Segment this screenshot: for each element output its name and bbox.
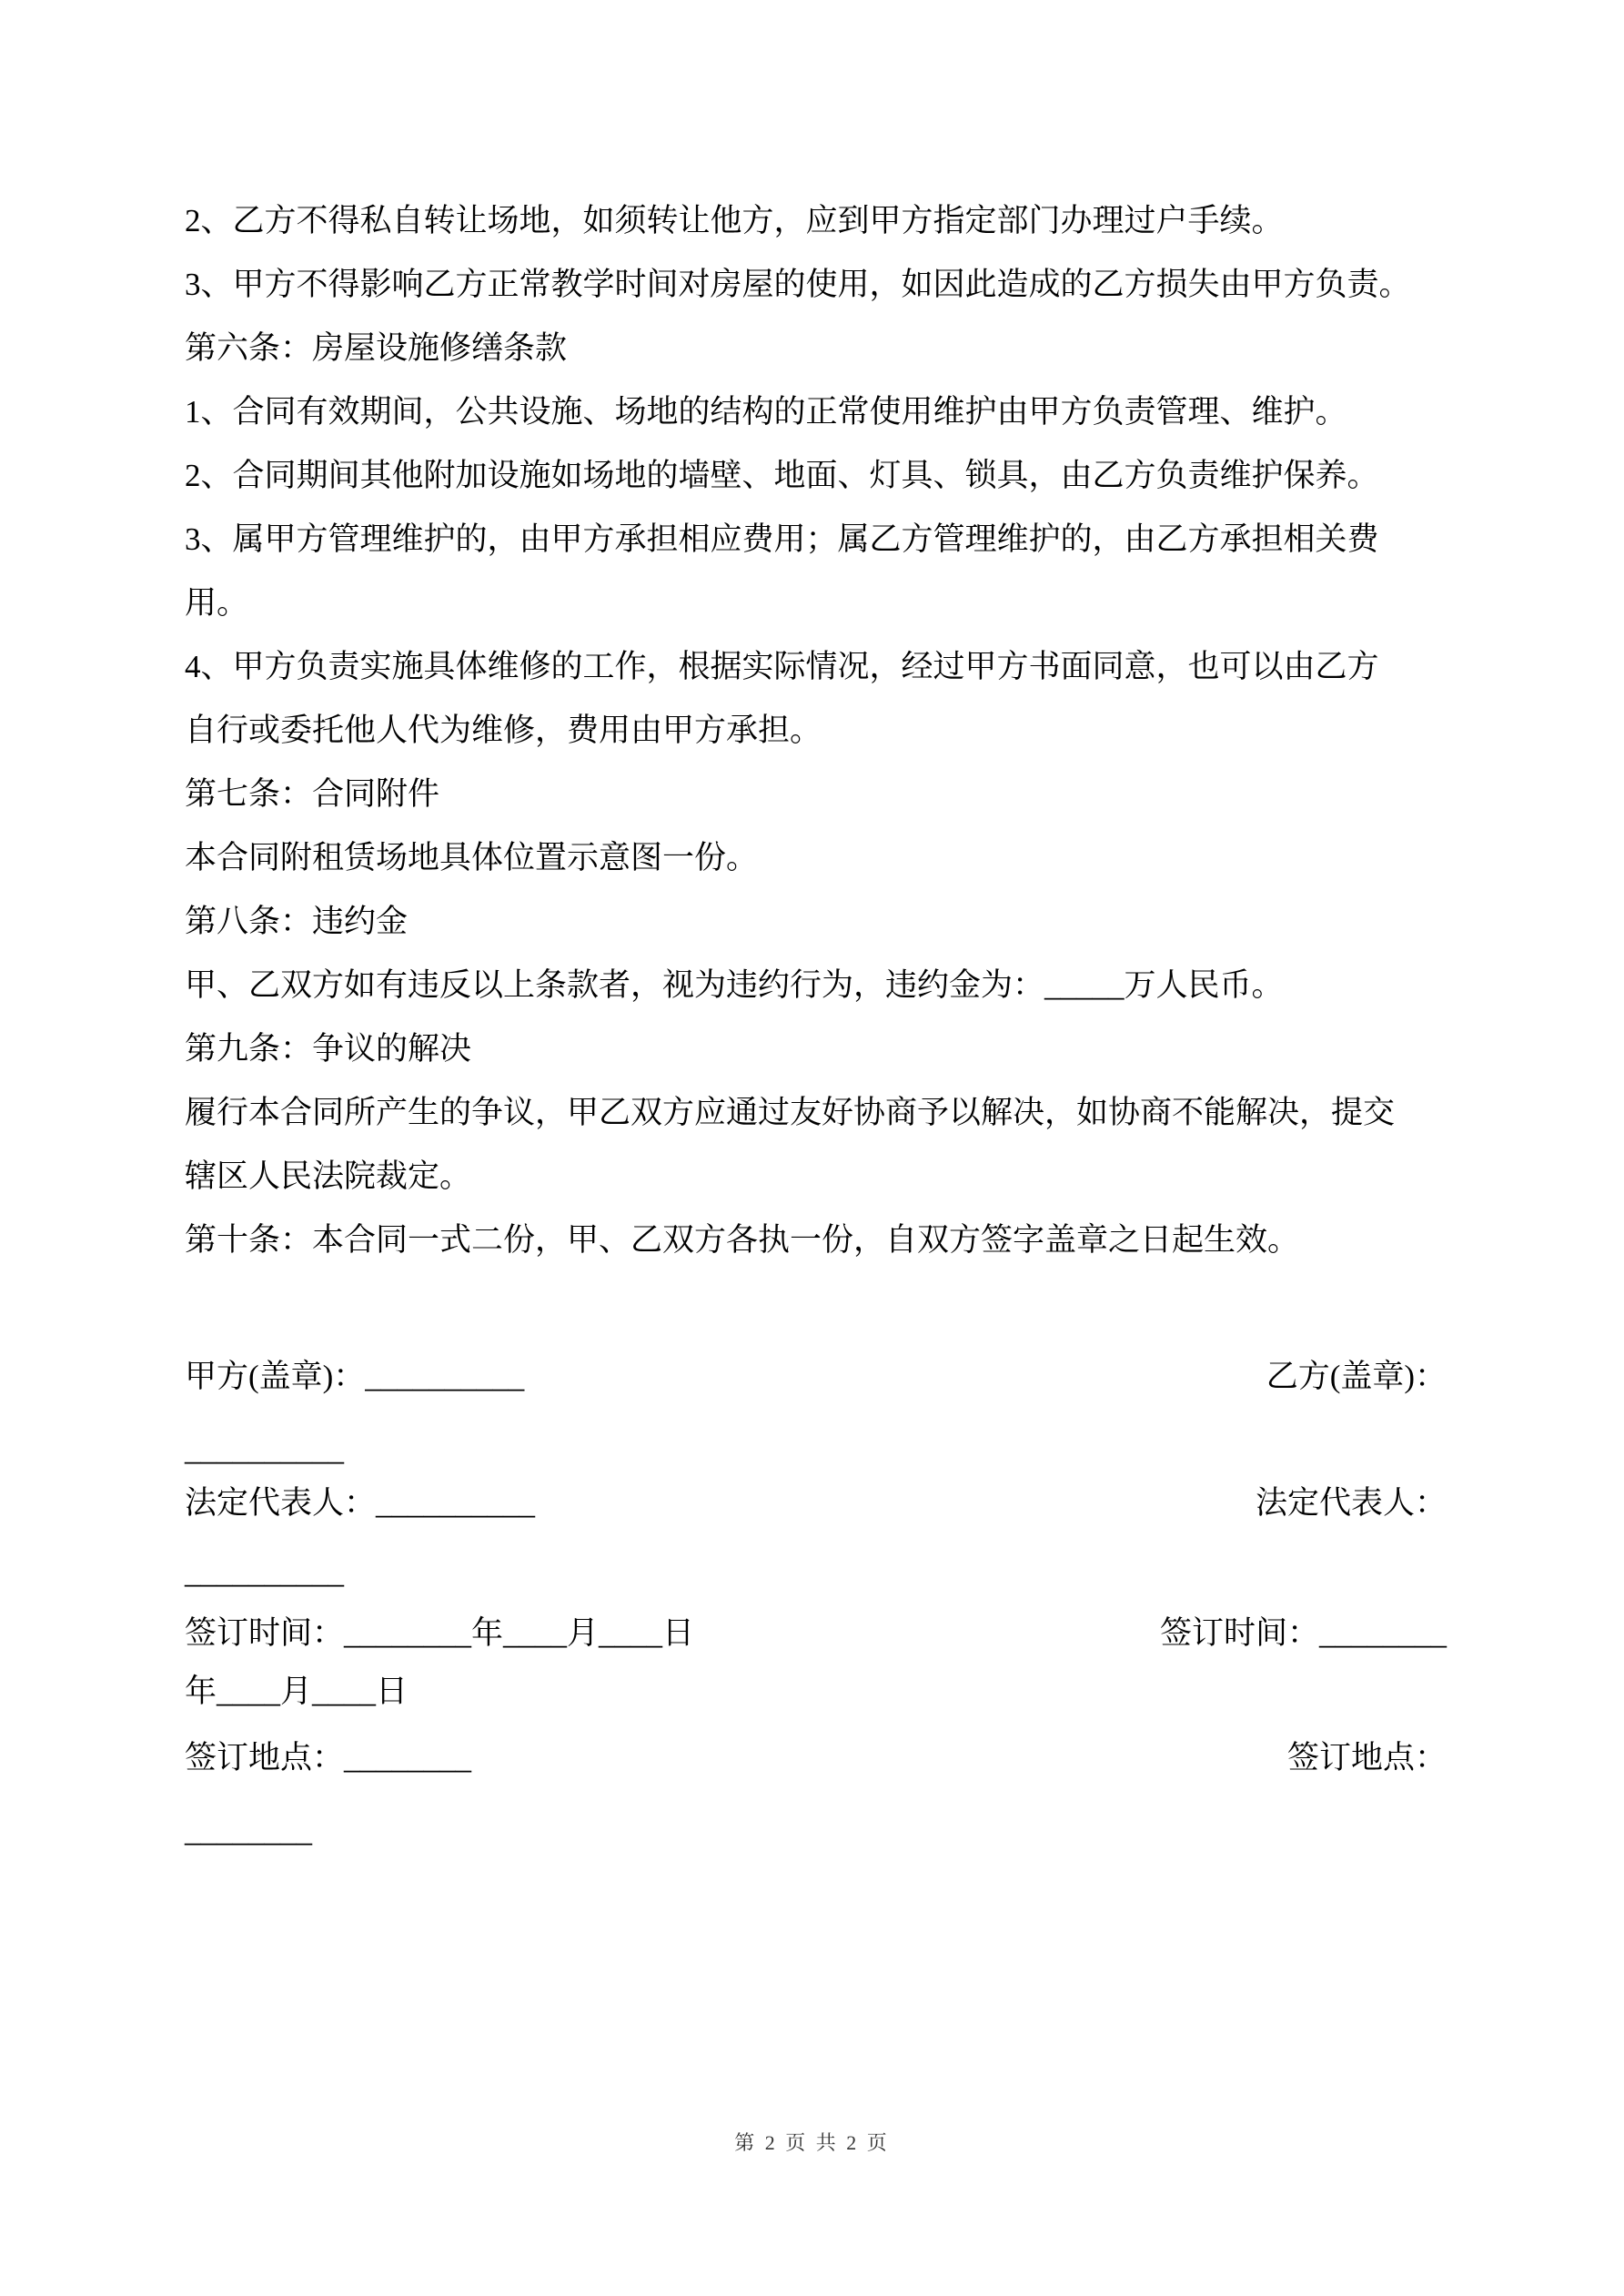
contract-line: 甲、乙双方如有违反以上条款者，视为违约行为，违约金为：_____万人民币。 bbox=[185, 967, 1284, 1003]
party-a-sign-place-label: 签订地点：________ bbox=[185, 1740, 472, 1775]
page-number-footer: 第 2 页 共 2 页 bbox=[734, 2131, 890, 2154]
contract-section-heading: 第十条：本合同一式二份，甲、乙双方各执一份，自双方签字盖章之日起生效。 bbox=[185, 1222, 1300, 1258]
contract-line: 履行本合同所产生的争议，甲乙双方应通过友好协商予以解决，如协商不能解决，提交 bbox=[185, 1095, 1396, 1130]
signature-row-sign-date-line2 bbox=[185, 1660, 1447, 1724]
contract-line: 1、合同有效期间，公共设施、场地的结构的正常使用维护由甲方负责管理、维护。 bbox=[185, 394, 1347, 430]
contract-section-heading: 第六条：房屋设施修缮条款 bbox=[185, 330, 568, 366]
contract-line: 辖区人民法院裁定。 bbox=[185, 1158, 472, 1194]
signature-row-sign-place bbox=[185, 1726, 1447, 1790]
contract-line: 3、属甲方管理维护的，由甲方承担相应费用；属乙方管理维护的，由乙方承担相关费 bbox=[185, 521, 1379, 557]
contract-line: 用。 bbox=[185, 585, 249, 621]
contract-line: 自行或委托他人代为维修，费用由甲方承担。 bbox=[185, 713, 822, 748]
party-a-seal-label: 甲方(盖章)：__________ bbox=[185, 1359, 525, 1394]
contract-section-heading: 第八条：违约金 bbox=[185, 904, 409, 939]
party-a-representative-label: 法定代表人：__________ bbox=[185, 1485, 536, 1521]
signature-row-sign-date bbox=[185, 1602, 1447, 1665]
signature-row-representative bbox=[185, 1472, 1447, 1535]
contract-line: 2、乙方不得私自转让场地，如须转让他方，应到甲方指定部门办理过户手续。 bbox=[185, 203, 1284, 238]
contract-line: 本合同附租赁场地具体位置示意图一份。 bbox=[185, 840, 759, 875]
contract-line: 3、甲方不得影响乙方正常教学时间对房屋的使用，如因此造成的乙方损失由甲方负责。 bbox=[185, 267, 1411, 302]
party-b-sign-place-label: 签订地点： bbox=[1286, 1740, 1447, 1775]
signature-row-representative-line2 bbox=[185, 1541, 1447, 1604]
party-b-representative-label: 法定代表人： bbox=[1255, 1485, 1447, 1521]
party-b-seal-label: 乙方(盖章)： bbox=[1266, 1359, 1447, 1394]
party-b-sign-date-label: 签订时间：________ bbox=[1159, 1615, 1447, 1651]
contract-body bbox=[185, 189, 1478, 1272]
signature-row-seal bbox=[185, 1345, 1447, 1409]
contract-section-heading: 第九条：争议的解决 bbox=[185, 1031, 472, 1067]
party-a-seal-blank-line: __________ bbox=[185, 1431, 344, 1467]
signature-row-sign-place-line2 bbox=[185, 1799, 1447, 1863]
contract-line: 4、甲方负责实施具体维修的工作，根据实际情况，经过甲方书面同意，也可以由乙方 bbox=[185, 649, 1379, 684]
party-a-representative-blank-line: __________ bbox=[185, 1554, 344, 1590]
contract-line: 2、合同期间其他附加设施如场地的墙壁、地面、灯具、锁具，由乙方负责维护保养。 bbox=[185, 458, 1379, 493]
party-a-sign-place-blank-line: ________ bbox=[185, 1813, 312, 1848]
party-a-sign-date-continuation: 年____月____日 bbox=[185, 1674, 409, 1709]
contract-section-heading: 第七条：合同附件 bbox=[185, 776, 440, 812]
party-a-sign-date-label: 签订时间：________年____月____日 bbox=[185, 1615, 695, 1651]
